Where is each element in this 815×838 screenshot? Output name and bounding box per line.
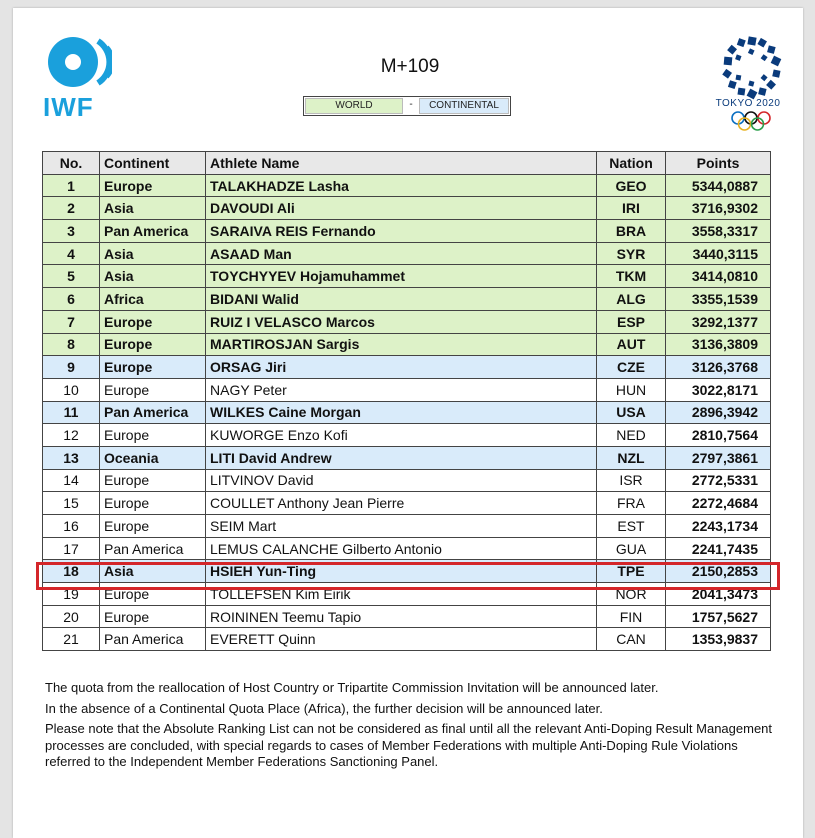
- table-row: [43, 197, 771, 220]
- cell-points: 2772,5331: [666, 469, 771, 492]
- cell-athlete: SARAIVA REIS Fernando: [206, 220, 597, 243]
- cell-athlete: TOLLEFSEN Kim Eirik: [206, 583, 597, 606]
- header-athlete: Athlete Name: [206, 152, 597, 175]
- cell-continent: Europe: [100, 310, 206, 333]
- note-anti-doping: Please note that the Absolute Ranking List can not be considered as final until all the relevant Anti-Doping Result Management processes are concluded, with special regards to cases of Member Federations with multiple Anti-Doping Rule Violations referred to the Independent Member Federations Sanctioning Panel.: [45, 721, 773, 769]
- cell-no: 21: [43, 628, 100, 651]
- cell-points: 3022,8171: [666, 378, 771, 401]
- cell-athlete: ASAAD Man: [206, 242, 597, 265]
- cell-nation: GEO: [597, 174, 666, 197]
- cell-continent: Pan America: [100, 537, 206, 560]
- cell-points: 3716,9302: [666, 197, 771, 220]
- cell-nation: FRA: [597, 492, 666, 515]
- tokyo-2020-label: TOKYO 2020: [715, 98, 781, 109]
- cell-continent: Europe: [100, 515, 206, 538]
- cell-no: 1: [43, 174, 100, 197]
- cell-athlete: KUWORGE Enzo Kofi: [206, 424, 597, 447]
- cell-nation: ISR: [597, 469, 666, 492]
- cell-no: 9: [43, 356, 100, 379]
- table-row: [43, 446, 771, 469]
- cell-no: 11: [43, 401, 100, 424]
- cell-continent: Europe: [100, 469, 206, 492]
- header-continent: Continent: [100, 152, 206, 175]
- table-row: [43, 515, 771, 538]
- table-row: [43, 265, 771, 288]
- cell-nation: NZL: [597, 446, 666, 469]
- cell-continent: Europe: [100, 356, 206, 379]
- cell-points: 3136,3809: [666, 333, 771, 356]
- cell-continent: Asia: [100, 560, 206, 583]
- table-row: [43, 424, 771, 447]
- table-row: [43, 583, 771, 606]
- cell-nation: SYR: [597, 242, 666, 265]
- note-quota: The quota from the reallocation of Host Country or Tripartite Commission Invitation will be announced later.: [45, 680, 659, 695]
- cell-continent: Asia: [100, 197, 206, 220]
- cell-no: 10: [43, 378, 100, 401]
- cell-athlete: LEMUS CALANCHE Gilberto Antonio: [206, 537, 597, 560]
- cell-athlete: SEIM Mart: [206, 515, 597, 538]
- cell-continent: Africa: [100, 288, 206, 311]
- cell-no: 12: [43, 424, 100, 447]
- cell-points: 3558,3317: [666, 220, 771, 243]
- header-nation: Nation: [597, 152, 666, 175]
- cell-nation: AUT: [597, 333, 666, 356]
- cell-no: 14: [43, 469, 100, 492]
- cell-continent: Oceania: [100, 446, 206, 469]
- cell-athlete: BIDANI Walid: [206, 288, 597, 311]
- cell-no: 5: [43, 265, 100, 288]
- cell-no: 19: [43, 583, 100, 606]
- table-row: [43, 537, 771, 560]
- table-row: [43, 356, 771, 379]
- cell-continent: Europe: [100, 174, 206, 197]
- cell-athlete: RUIZ I VELASCO Marcos: [206, 310, 597, 333]
- cell-continent: Europe: [100, 492, 206, 515]
- header-points: Points: [666, 152, 771, 175]
- table-row: [43, 401, 771, 424]
- cell-nation: BRA: [597, 220, 666, 243]
- cell-continent: Europe: [100, 424, 206, 447]
- cell-athlete: LITI David Andrew: [206, 446, 597, 469]
- table-row: [43, 333, 771, 356]
- table-row: [43, 469, 771, 492]
- legend-world: WORLD: [305, 98, 403, 114]
- cell-nation: CZE: [597, 356, 666, 379]
- cell-athlete: TOYCHYYEV Hojamuhammet: [206, 265, 597, 288]
- cell-points: 3414,0810: [666, 265, 771, 288]
- table-row: [43, 242, 771, 265]
- cell-points: 2272,4684: [666, 492, 771, 515]
- category-title: M+109: [380, 56, 440, 77]
- cell-no: 4: [43, 242, 100, 265]
- cell-nation: IRI: [597, 197, 666, 220]
- table-row: [43, 492, 771, 515]
- cell-no: 15: [43, 492, 100, 515]
- cell-nation: CAN: [597, 628, 666, 651]
- cell-no: 3: [43, 220, 100, 243]
- cell-points: 5344,0887: [666, 174, 771, 197]
- table-row: [43, 378, 771, 401]
- cell-continent: Pan America: [100, 220, 206, 243]
- table-row: [43, 628, 771, 651]
- cell-no: 2: [43, 197, 100, 220]
- header-no: No.: [43, 152, 100, 175]
- table-row: [43, 605, 771, 628]
- cell-points: 3292,1377: [666, 310, 771, 333]
- cell-athlete: ROININEN Teemu Tapio: [206, 605, 597, 628]
- cell-points: 3126,3768: [666, 356, 771, 379]
- table-row: [43, 174, 771, 197]
- cell-no: 7: [43, 310, 100, 333]
- ranking-table-body: [43, 174, 771, 650]
- cell-no: 20: [43, 605, 100, 628]
- cell-points: 3440,3115: [666, 242, 771, 265]
- cell-no: 13: [43, 446, 100, 469]
- cell-athlete: TALAKHADZE Lasha: [206, 174, 597, 197]
- table-header-row: [43, 152, 771, 175]
- cell-athlete: HSIEH Yun-Ting: [206, 560, 597, 583]
- cell-points: 2241,7435: [666, 537, 771, 560]
- cell-athlete: COULLET Anthony Jean Pierre: [206, 492, 597, 515]
- cell-points: 2150,2853: [666, 560, 771, 583]
- cell-nation: USA: [597, 401, 666, 424]
- cell-points: 2810,7564: [666, 424, 771, 447]
- legend-separator: -: [409, 99, 413, 110]
- cell-continent: Europe: [100, 378, 206, 401]
- cell-athlete: WILKES Caine Morgan: [206, 401, 597, 424]
- cell-no: 6: [43, 288, 100, 311]
- footnotes: [45, 680, 785, 775]
- cell-no: 18: [43, 560, 100, 583]
- cell-points: 2243,1734: [666, 515, 771, 538]
- tokyo-2020-emblem-icon: [712, 35, 792, 135]
- cell-nation: HUN: [597, 378, 666, 401]
- legend: [303, 96, 511, 116]
- cell-nation: NED: [597, 424, 666, 447]
- cell-nation: EST: [597, 515, 666, 538]
- cell-nation: NOR: [597, 583, 666, 606]
- cell-points: 2896,3942: [666, 401, 771, 424]
- cell-nation: ALG: [597, 288, 666, 311]
- cell-athlete: DAVOUDI Ali: [206, 197, 597, 220]
- cell-points: 2797,3861: [666, 446, 771, 469]
- cell-athlete: EVERETT Quinn: [206, 628, 597, 651]
- cell-continent: Europe: [100, 583, 206, 606]
- cell-continent: Asia: [100, 242, 206, 265]
- cell-athlete: ORSAG Jiri: [206, 356, 597, 379]
- cell-nation: ESP: [597, 310, 666, 333]
- cell-no: 8: [43, 333, 100, 356]
- cell-nation: GUA: [597, 537, 666, 560]
- cell-continent: Europe: [100, 605, 206, 628]
- table-row: [43, 288, 771, 311]
- cell-points: 1353,9837: [666, 628, 771, 651]
- cell-points: 3355,1539: [666, 288, 771, 311]
- cell-athlete: MARTIROSJAN Sargis: [206, 333, 597, 356]
- cell-no: 16: [43, 515, 100, 538]
- cell-continent: Pan America: [100, 401, 206, 424]
- cell-athlete: LITVINOV David: [206, 469, 597, 492]
- cell-nation: FIN: [597, 605, 666, 628]
- cell-continent: Asia: [100, 265, 206, 288]
- cell-nation: TKM: [597, 265, 666, 288]
- table-row: [43, 220, 771, 243]
- iwf-wordmark: IWF: [43, 92, 94, 122]
- table-row: [43, 560, 771, 583]
- cell-points: 1757,5627: [666, 605, 771, 628]
- cell-athlete: NAGY Peter: [206, 378, 597, 401]
- cell-continent: Europe: [100, 333, 206, 356]
- cell-no: 17: [43, 537, 100, 560]
- note-africa: In the absence of a Continental Quota Place (Africa), the further decision will be announced later.: [45, 700, 603, 716]
- legend-continental: CONTINENTAL: [419, 98, 509, 114]
- cell-continent: Pan America: [100, 628, 206, 651]
- table-row: [43, 310, 771, 333]
- cell-nation: TPE: [597, 560, 666, 583]
- ranking-table: [42, 151, 771, 651]
- cell-points: 2041,3473: [666, 583, 771, 606]
